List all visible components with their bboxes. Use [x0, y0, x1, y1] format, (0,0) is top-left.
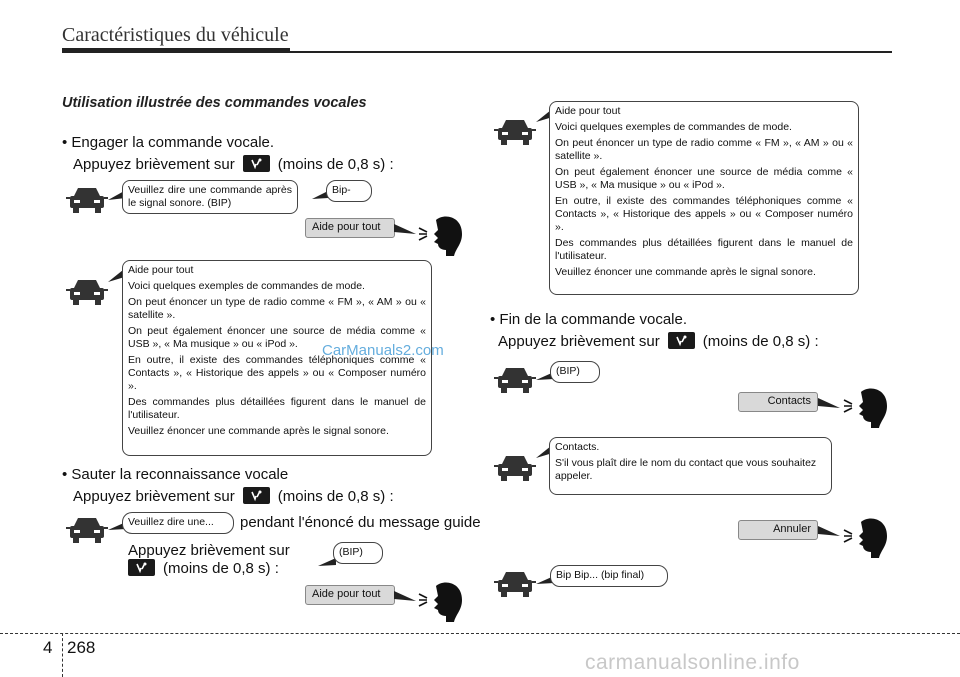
instruction-text: Appuyez brièvement sur: [498, 333, 660, 350]
help-line: En outre, il existe des commandes téléphoniques comme « Contacts », « Historique des appels » ou « Composer numéro ».: [128, 354, 426, 392]
speaking-head-icon: [843, 516, 889, 558]
bubble-tail: [818, 396, 840, 410]
bip-bubble: Bip-: [326, 180, 372, 202]
instruction-text: (moins de 0,8 s) :: [277, 488, 394, 505]
guide-note: pendant l'énoncé du message guide: [240, 514, 481, 531]
system-bubble: Bip Bip... (bip final): [550, 565, 668, 587]
user-bubble: Aide pour tout: [305, 585, 395, 605]
car-icon: [494, 364, 536, 396]
help-line: On peut énoncer un type de radio comme « FM », « AM » ou « satellite ».: [555, 137, 853, 162]
user-bubble: Contacts: [738, 392, 818, 412]
user-bubble: Annuler: [738, 520, 818, 540]
system-line: S'il vous plaît dire le nom du contact que vous souhaitez appeler.: [555, 457, 817, 482]
footer-divider: [0, 633, 960, 634]
footer-separator: [62, 633, 63, 677]
speaking-head-icon: [418, 214, 464, 256]
voice-talk-button-icon: [668, 332, 695, 349]
chapter-number: 4: [43, 638, 53, 657]
car-icon: [494, 116, 536, 148]
help-line: Veuillez énoncer une commande après le signal sonore.: [555, 266, 816, 278]
bubble-tail: [394, 222, 416, 236]
header-rule-accent: [62, 48, 290, 53]
voice-talk-button-icon: [243, 155, 270, 172]
page-number: 268: [67, 638, 96, 657]
instruction-text: (moins de 0,8 s) :: [163, 560, 279, 577]
car-icon: [66, 514, 108, 546]
system-bubble: Veuillez dire une commande après le signal sonore. (BIP): [122, 180, 298, 214]
speaking-head-icon: [418, 580, 464, 622]
car-icon: [494, 568, 536, 600]
section-title: Utilisation illustrée des commandes vocales: [62, 95, 367, 111]
instruction-text: Appuyez brièvement sur: [73, 488, 235, 505]
voice-talk-button-icon: [243, 487, 270, 504]
help-bubble: [549, 101, 859, 295]
help-line: Veuillez énoncer une commande après le signal sonore.: [128, 425, 389, 437]
help-line: On peut également énoncer une source de média comme « USB », « Ma musique » ou « iPod ».: [555, 166, 853, 191]
voice-talk-button-icon: [128, 559, 155, 576]
help-line: Aide pour tout: [128, 264, 194, 276]
speaking-head-icon: [843, 386, 889, 428]
watermark-footer: carmanualsonline.info: [585, 651, 800, 674]
help-line: Voici quelques exemples de commandes de mode.: [555, 121, 792, 133]
instruction-text: (moins de 0,8 s) :: [277, 156, 394, 173]
user-bubble: Aide pour tout: [305, 218, 395, 238]
watermark-center: CarManuals2.com: [322, 342, 444, 359]
end-instruction: [498, 332, 819, 350]
end-bullet: • Fin de la commande vocale.: [490, 311, 688, 328]
bip-bubble: (BIP): [333, 542, 383, 564]
car-icon: [66, 276, 108, 308]
bubble-tail: [394, 589, 416, 603]
help-line: Des commandes plus détaillées figurent dans le manuel de l'utilisateur.: [555, 237, 853, 262]
system-bubble: [549, 437, 832, 495]
instruction-text: Appuyez brièvement sur: [73, 156, 235, 173]
help-line: En outre, il existe des commandes téléphoniques comme « Contacts », « Historique des appels » ou « Composer numéro ».: [555, 195, 853, 233]
help-line: Aide pour tout: [555, 105, 621, 117]
skip-instruction-2b: [128, 559, 279, 577]
car-icon: [66, 184, 108, 216]
engage-instruction: [73, 155, 394, 173]
help-line: Des commandes plus détaillées figurent dans le manuel de l'utilisateur.: [128, 396, 426, 421]
system-bubble: Veuillez dire une...: [122, 512, 234, 534]
page-header-title: Caractéristiques du véhicule: [62, 24, 289, 46]
bubble-tail: [818, 524, 840, 538]
car-icon: [494, 452, 536, 484]
help-line: On peut également énoncer une source de média comme « USB », « Ma musique » ou « iPod ».: [128, 325, 426, 350]
bip-bubble: (BIP): [550, 361, 600, 383]
system-line: Contacts.: [555, 441, 600, 453]
help-line: On peut énoncer un type de radio comme « FM », « AM » ou « satellite ».: [128, 296, 426, 321]
help-line: Voici quelques exemples de commandes de mode.: [128, 280, 365, 292]
skip-instruction-2: Appuyez brièvement sur: [128, 542, 290, 559]
skip-instruction: [73, 487, 394, 505]
instruction-text: (moins de 0,8 s) :: [702, 333, 819, 350]
engage-bullet: • Engager la commande vocale.: [62, 134, 275, 151]
skip-bullet: • Sauter la reconnaissance vocale: [62, 466, 289, 483]
